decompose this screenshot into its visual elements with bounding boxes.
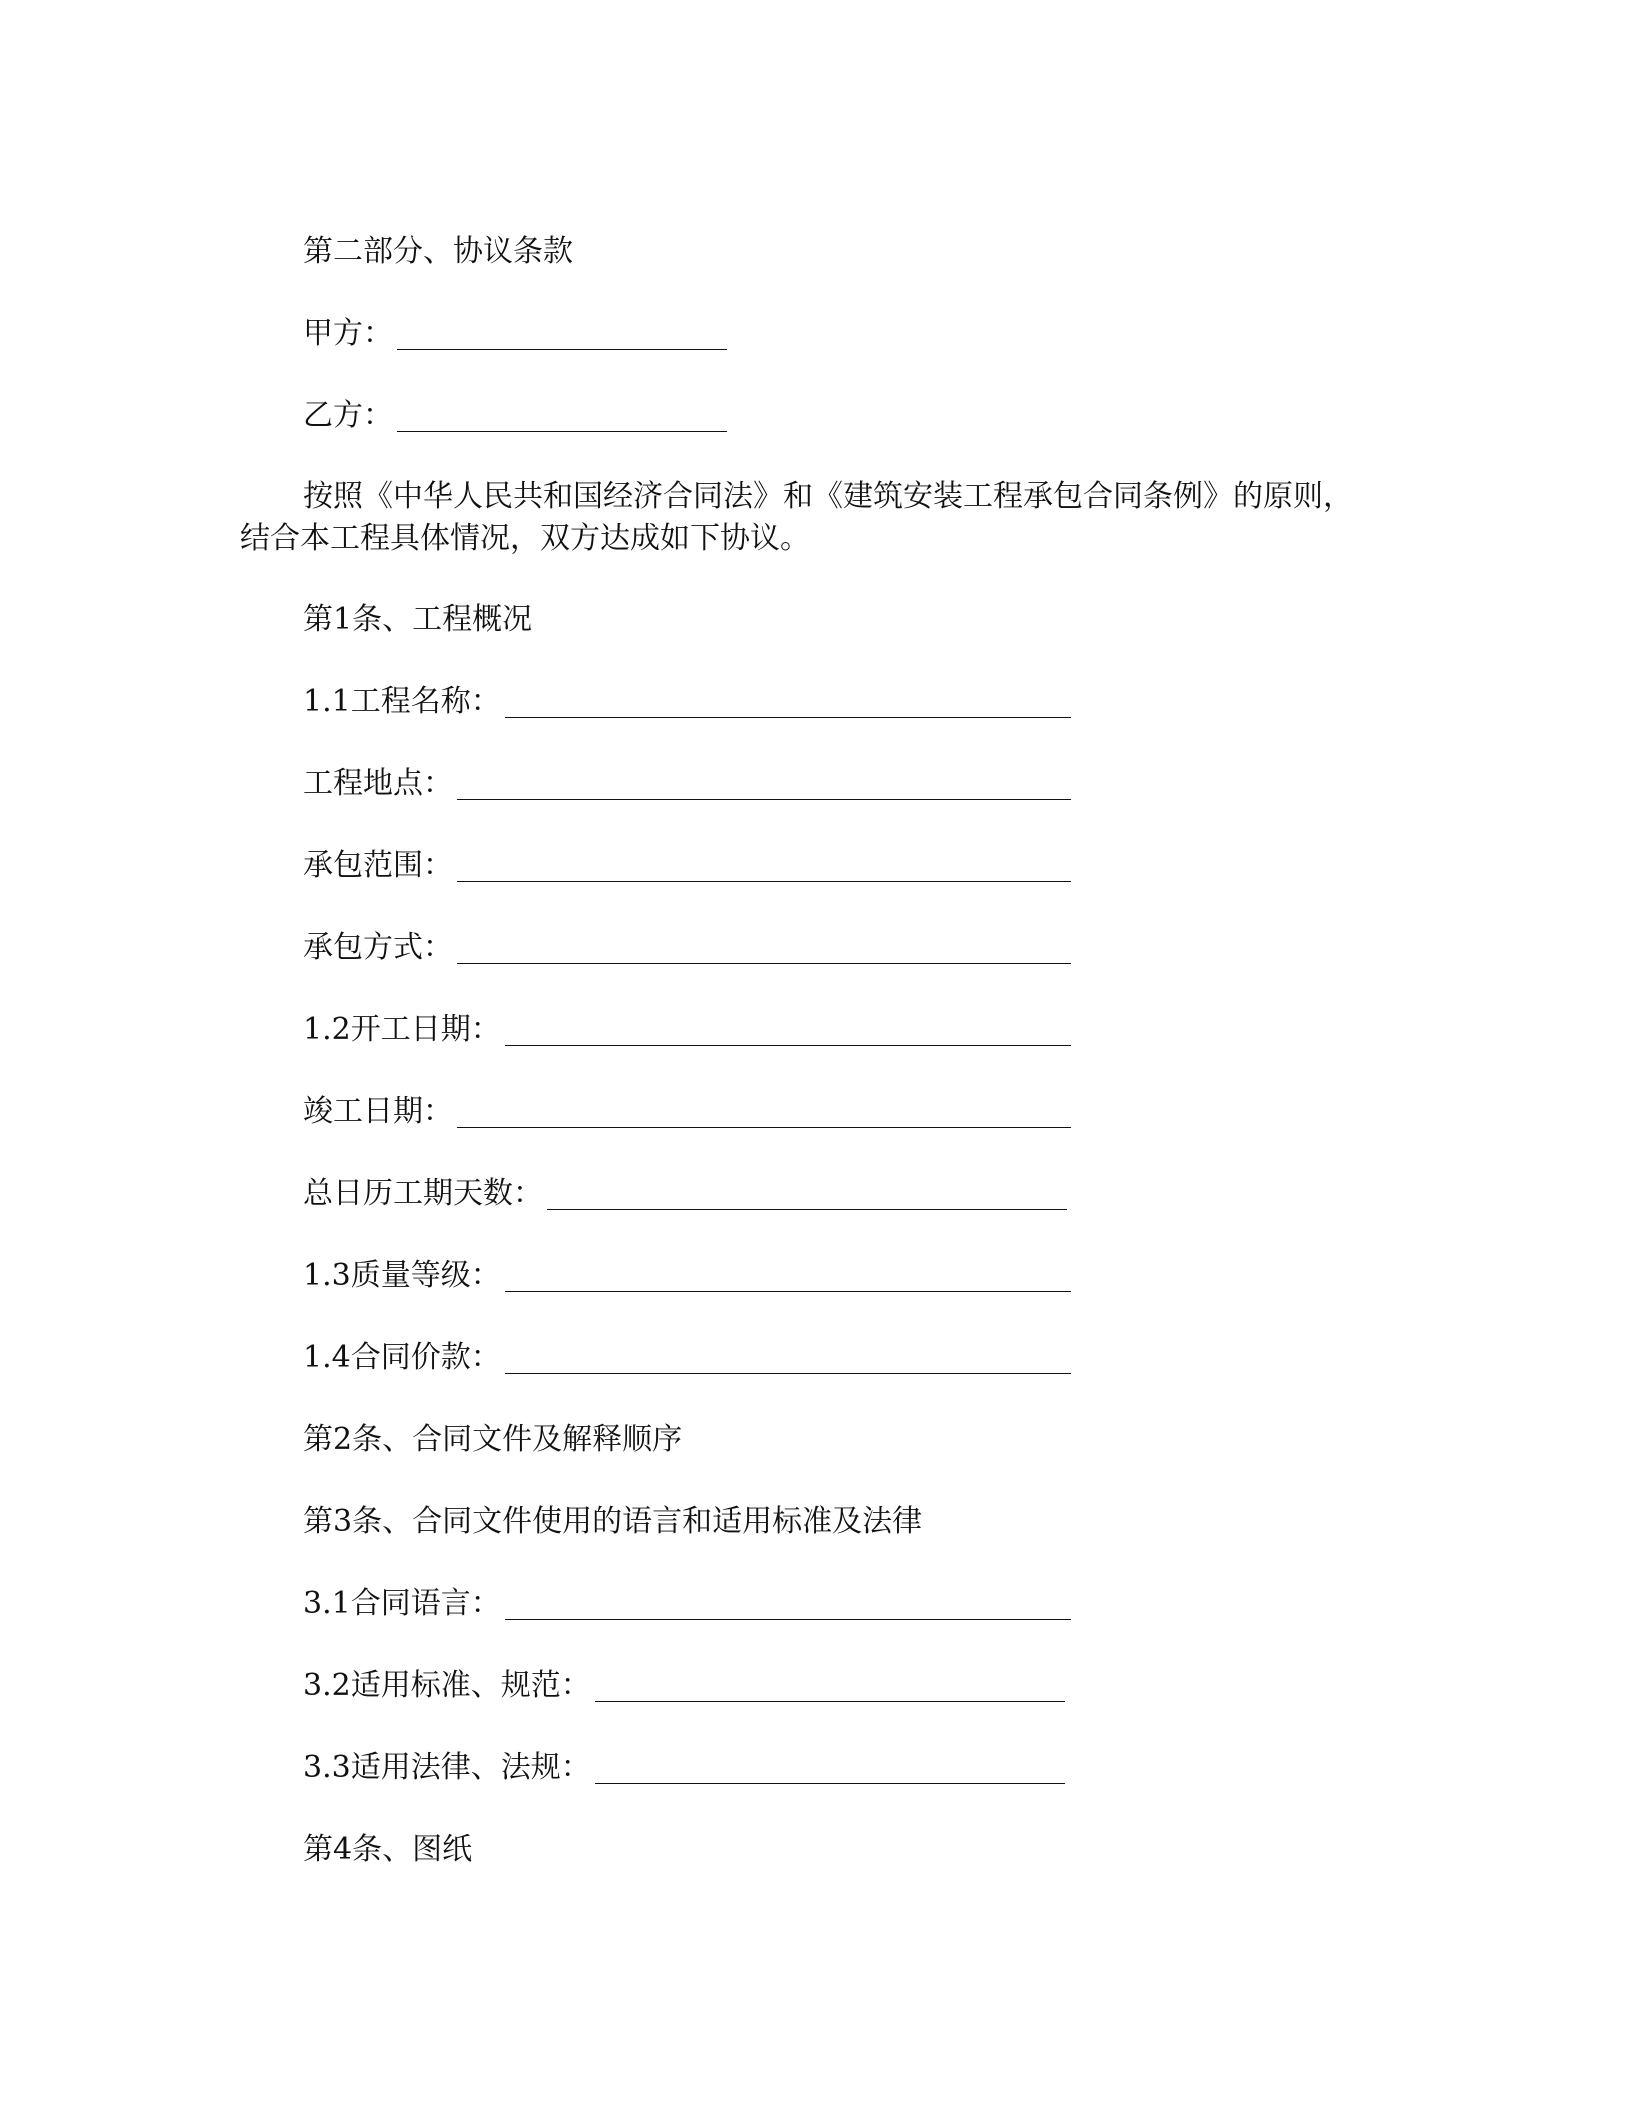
party-a-label: 甲方： (303, 316, 393, 351)
party-b-label: 乙方： (303, 398, 393, 433)
total-days-row (303, 1174, 1067, 1214)
contract-method-row (303, 928, 1071, 968)
quality-grade-label: 1.3质量等级： (303, 1258, 501, 1293)
contract-language-row (303, 1584, 1071, 1624)
completion-date-label: 竣工日期： (303, 1094, 453, 1129)
standards-label: 3.2适用标准、规范： (303, 1668, 591, 1703)
completion-date-blank[interactable] (457, 1097, 1071, 1128)
party-a-row (303, 314, 727, 354)
laws-label: 3.3适用法律、法规： (303, 1750, 591, 1785)
contract-method-blank[interactable] (457, 933, 1071, 964)
intro-line-2: 结合本工程具体情况，双方达成如下协议。 (240, 521, 810, 556)
part-title-text: 第二部分、协议条款 (303, 234, 573, 269)
article-4-title-text: 第4条、图纸 (303, 1832, 473, 1867)
part-title (303, 232, 573, 272)
intro-paragraph (240, 476, 1400, 560)
contract-scope-row (303, 846, 1071, 886)
quality-grade-row (303, 1256, 1071, 1296)
contract-language-label: 3.1合同语言： (303, 1586, 501, 1621)
project-name-blank[interactable] (505, 687, 1071, 718)
article-3-title-text: 第3条、合同文件使用的语言和适用标准及法律 (303, 1504, 923, 1539)
article-2-title (303, 1420, 682, 1460)
total-days-label: 总日历工期天数： (303, 1176, 543, 1211)
laws-blank[interactable] (595, 1753, 1065, 1784)
project-location-blank[interactable] (457, 769, 1071, 800)
project-location-row (303, 764, 1071, 804)
project-location-label: 工程地点： (303, 766, 453, 801)
total-days-blank[interactable] (547, 1179, 1067, 1210)
quality-grade-blank[interactable] (505, 1261, 1071, 1292)
standards-row (303, 1666, 1065, 1706)
party-b-row (303, 396, 727, 436)
article-1-title-text: 第1条、工程概况 (303, 602, 533, 637)
start-date-row (303, 1010, 1071, 1050)
standards-blank[interactable] (595, 1671, 1065, 1702)
article-1-title (303, 600, 532, 640)
start-date-blank[interactable] (505, 1015, 1071, 1046)
party-b-blank[interactable] (397, 401, 727, 432)
laws-row (303, 1748, 1065, 1788)
start-date-label: 1.2开工日期： (303, 1012, 501, 1047)
contract-scope-blank[interactable] (457, 851, 1071, 882)
project-name-label: 1.1工程名称： (303, 684, 501, 719)
completion-date-row (303, 1092, 1071, 1132)
article-4-title (303, 1830, 472, 1870)
contract-price-blank[interactable] (505, 1343, 1071, 1374)
contract-price-label: 1.4合同价款： (303, 1340, 501, 1375)
contract-method-label: 承包方式： (303, 930, 453, 965)
contract-language-blank[interactable] (505, 1589, 1071, 1620)
article-2-title-text: 第2条、合同文件及解释顺序 (303, 1422, 683, 1457)
article-3-title (303, 1502, 922, 1542)
contract-price-row (303, 1338, 1071, 1378)
project-name-row (303, 682, 1071, 722)
contract-scope-label: 承包范围： (303, 848, 453, 883)
intro-line-1: 按照《中华人民共和国经济合同法》和《建筑安装工程承包合同条例》的原则， (303, 479, 1353, 514)
party-a-blank[interactable] (397, 319, 727, 350)
